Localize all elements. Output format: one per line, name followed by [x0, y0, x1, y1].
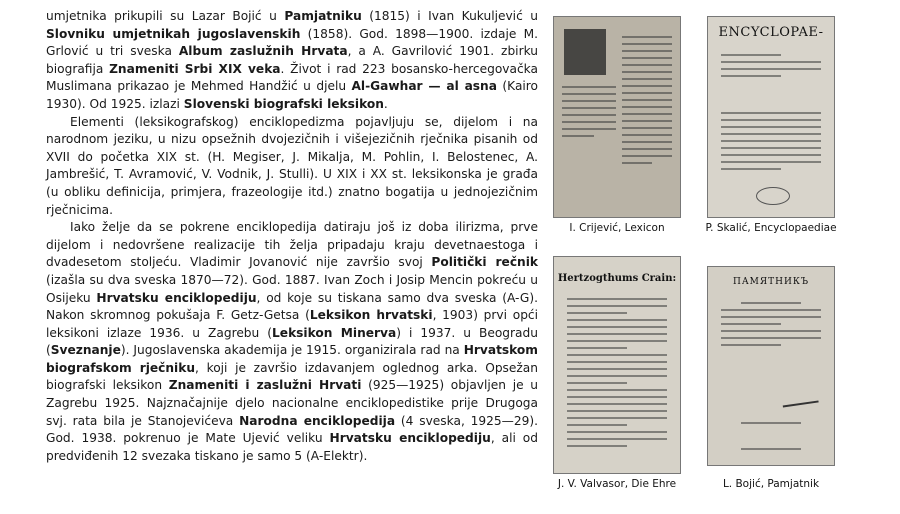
text-run: (4 sveska, 1925—29). God. 1938. pokrenuo je Mate Ujević veliku	[46, 413, 538, 446]
bojic-title-text: ПАМЯТНИКЪ	[733, 277, 809, 287]
skalic-caption: P. Skalić, Encyclopaediae	[705, 222, 837, 234]
text-run: (925—1925) objavljen je u Zagrebu 1925. Najznačajnije djelo nacionalne enciklopedistike prije Drugoga svj. rata bila je Stanojevićeva	[46, 378, 538, 428]
text-run: umjetnika prikupili su Lazar Bojić u	[46, 9, 285, 23]
bold-title-run: Hrvatskom biografskom rječniku	[46, 343, 538, 375]
text-run: (1815) i Ivan Kukuljević u	[361, 9, 538, 23]
valvasor-die-ehre-image	[553, 256, 681, 474]
text-run: (izašla su dva sveska 1870—72). God. 1887. Ivan Zoch i Josip Mencin pokreću u Osijeku	[46, 272, 538, 305]
bojic-pamjatnik-image	[707, 266, 835, 466]
paragraph-3	[46, 219, 538, 465]
bold-title-run: Znameniti i zaslužni Hrvati	[168, 378, 362, 393]
skalic-encyclopaediae-image	[707, 16, 835, 218]
bold-title-run: Hrvatsku enciklopediju	[329, 431, 491, 446]
paragraph-2	[46, 114, 538, 220]
text-run: ) i 1937. u Beogradu (	[46, 325, 538, 358]
bold-title-run: Leksikon hrvatski	[309, 308, 433, 323]
text-run: Iako želje da se pokrene enciklopedija datiraju još iz doba ilirizma, prve dijelom i nedovršene realizacije tih želja pripadaju kraju devetnaestoga i dvadesetom stoljeću. Vladimir Jovanović nije završio svoj	[46, 220, 538, 270]
bold-title-run: Slovniku umjetnikah jugoslavenskih	[46, 26, 301, 41]
text-run: , a A. Gavrilović 1901. zbirku biografija	[46, 44, 538, 76]
text-run: (1858). God. 1898—1900. izdaje M. Grlović u tri sveska	[46, 26, 539, 59]
valvasor-caption: J. V. Valvasor, Die Ehre	[557, 478, 677, 490]
paragraph-1	[46, 8, 538, 114]
bold-title-run: Leksikon Minerva	[272, 325, 397, 340]
crijevic-caption: I. Crijević, Lexicon	[569, 222, 665, 234]
text-run: .	[383, 96, 388, 111]
bojic-caption: L. Bojić, Pamjatnik	[722, 478, 820, 490]
text-run: ). Jugoslavenska akademija je 1915. organizirala rad na	[120, 343, 464, 358]
text-run: (Kairo 1930). Od 1925. izlazi	[46, 79, 538, 111]
text-run: , ali od predviđenih 12 svezaka tiskano je samo 5 (A-Elektr).	[46, 431, 538, 463]
crijevic-lexicon-image	[553, 16, 681, 218]
bold-title-run: Narodna enciklopedija	[239, 413, 396, 428]
article-text	[46, 8, 538, 465]
bold-title-run: Al-Gawhar — al asna	[351, 79, 497, 94]
bold-title-run: Znameniti Srbi XIX veka	[109, 61, 281, 76]
skalic-title-text: ENCYCLOPAE-	[718, 25, 824, 40]
bold-title-run: Hrvatsku enciklopediju	[96, 290, 257, 305]
valvasor-title-text: Hertzogthums Crain:	[557, 273, 677, 284]
bold-title-run: Slovenski biografski leksikon	[183, 96, 384, 111]
text-run: Elementi (leksikografskog) enciklopedizma pojavljuju se, dijelom i na narodnom jeziku, u nizu opsežnih dvojezičnih i višejezičnih rječnika pisanih od XVII do početka XIX st. (H. Megiser, J. Mikalja, M. Pohlin, I. Belostenec, A. Jambrešić, T. Avramović, V. Vodnik, J. Stulli). U XIX i XX st. leksikonska je građa (u obliku definicija, primjera, frazeologije itd.) znatno bogatija u jednojezičnim rječnicima.	[46, 114, 538, 217]
text-run: . Život i rad 223 bosansko-hercegovačka Muslimana prikazao je Mehmed Handžić u djelu	[46, 61, 538, 94]
text-run: , koji je završio izdavanjem oglednog arka. Opsežan biografski leksikon	[46, 360, 538, 393]
bold-title-run: Album zaslužnih Hrvata	[178, 44, 348, 59]
bold-title-run: Pamjatniku	[284, 9, 362, 23]
bold-title-run: Politički rečnik	[431, 255, 539, 270]
text-run: , od koje su tiskana samo dva sveska (A-G). Nakon skromnog pokušaja F. Getz-Getsa (	[46, 290, 538, 323]
bold-title-run: Sveznanje	[50, 343, 121, 358]
text-run: , 1903) prvi opći leksikoni izlaze 1936. u Zagrebu (	[46, 308, 539, 340]
